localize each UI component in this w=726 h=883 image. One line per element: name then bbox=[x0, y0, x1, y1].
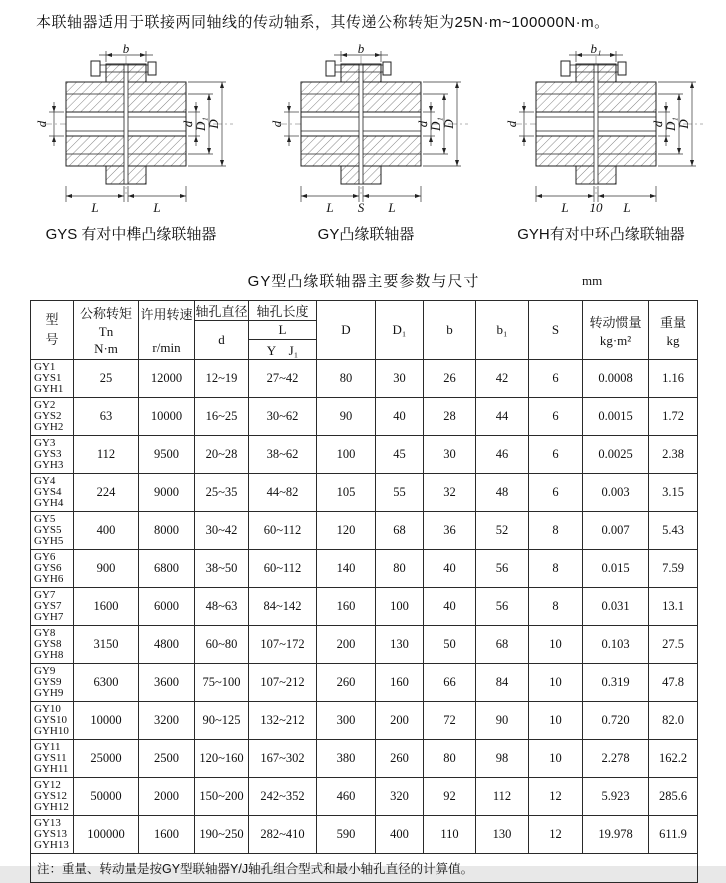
model-name: GYS12 bbox=[34, 789, 68, 802]
speed-cell: 8000 bbox=[139, 512, 195, 550]
weight-cell: 162.2 bbox=[649, 740, 698, 778]
model-name: GYH11 bbox=[34, 763, 69, 776]
weight-cell: 82.0 bbox=[649, 702, 698, 740]
S-cell: 10 bbox=[529, 740, 583, 778]
b1-cell: 48 bbox=[476, 474, 529, 512]
model-cell bbox=[31, 398, 74, 436]
b1-cell: 42 bbox=[476, 360, 529, 398]
length-cell: 84~142 bbox=[249, 588, 317, 626]
D-cell: 200 bbox=[317, 626, 376, 664]
bore-d-cell: 38~50 bbox=[195, 550, 249, 588]
model-cell bbox=[31, 664, 74, 702]
D-cell: 590 bbox=[317, 816, 376, 854]
D1-cell: 400 bbox=[376, 816, 424, 854]
b-cell: 50 bbox=[424, 626, 476, 664]
weight-cell: 2.38 bbox=[649, 436, 698, 474]
speed-cell: 9000 bbox=[139, 474, 195, 512]
tn-cell: 25000 bbox=[74, 740, 139, 778]
bore-d-cell: 20~28 bbox=[195, 436, 249, 474]
dim-top-label: b bbox=[357, 41, 365, 56]
D1-cell: 40 bbox=[376, 398, 424, 436]
speed-cell: 10000 bbox=[139, 398, 195, 436]
D-cell: 260 bbox=[317, 664, 376, 702]
col-speed-label: 许用转速 bbox=[140, 307, 193, 322]
speed-cell: 12000 bbox=[139, 360, 195, 398]
model-cell bbox=[31, 816, 74, 854]
length-cell: 38~62 bbox=[249, 436, 317, 474]
length-cell: 242~352 bbox=[249, 778, 317, 816]
b-cell: 92 bbox=[424, 778, 476, 816]
coupling-diagram bbox=[491, 41, 711, 216]
D-cell: 380 bbox=[317, 740, 376, 778]
table-row bbox=[31, 360, 698, 398]
bore-d-cell: 48~63 bbox=[195, 588, 249, 626]
tn-cell: 50000 bbox=[74, 778, 139, 816]
diagram-caption: GYH有对中环凸缘联轴器 bbox=[517, 226, 685, 243]
model-name: GY13 bbox=[34, 816, 61, 829]
model-name: GY3 bbox=[34, 436, 56, 449]
col-inertia bbox=[583, 301, 649, 360]
parameters-table bbox=[30, 300, 698, 883]
dim-bottom-left-label: L bbox=[91, 200, 99, 215]
S-cell: 6 bbox=[529, 436, 583, 474]
model-name: GY1 bbox=[34, 360, 56, 373]
D1-cell: 200 bbox=[376, 702, 424, 740]
inertia-cell: 5.923 bbox=[583, 778, 649, 816]
col-torque bbox=[74, 301, 139, 360]
table-row bbox=[31, 474, 698, 512]
table-row bbox=[31, 702, 698, 740]
S-cell: 8 bbox=[529, 588, 583, 626]
speed-cell: 9500 bbox=[139, 436, 195, 474]
inertia-cell: 0.0008 bbox=[583, 360, 649, 398]
model-name: GYS5 bbox=[34, 523, 62, 536]
col-inertia-unit: kg·m² bbox=[599, 332, 632, 348]
S-cell: 6 bbox=[529, 360, 583, 398]
col-speed-unit: r/min bbox=[152, 340, 181, 355]
weight-cell: 3.15 bbox=[649, 474, 698, 512]
b-cell: 72 bbox=[424, 702, 476, 740]
col-D1: D₁ bbox=[376, 301, 424, 360]
table-row bbox=[31, 512, 698, 550]
model-name: GYH3 bbox=[34, 459, 64, 472]
model-name: GYH10 bbox=[34, 725, 69, 738]
dim-bottom-right-label: L bbox=[623, 200, 631, 215]
D1-cell: 68 bbox=[376, 512, 424, 550]
tn-cell: 63 bbox=[74, 398, 139, 436]
col-length-L: L bbox=[249, 321, 317, 340]
col-torque-unit: N·m bbox=[94, 340, 118, 356]
inertia-cell: 0.0025 bbox=[583, 436, 649, 474]
col-torque-label: 公称转矩 bbox=[79, 306, 132, 322]
table-note: 注：重量、转动量是按GY型联轴器Y/J轴孔组合型式和最小轴孔直径的计算值。 bbox=[31, 854, 698, 883]
S-cell: 10 bbox=[529, 626, 583, 664]
model-name: GY7 bbox=[34, 588, 56, 601]
b1-cell: 52 bbox=[476, 512, 529, 550]
b-cell: 66 bbox=[424, 664, 476, 702]
table-row bbox=[31, 664, 698, 702]
weight-cell: 13.1 bbox=[649, 588, 698, 626]
bore-d-cell: 90~125 bbox=[195, 702, 249, 740]
tn-cell: 1600 bbox=[74, 588, 139, 626]
col-inertia-label: 转动惯量 bbox=[589, 314, 642, 330]
diagram-caption: GY凸缘联轴器 bbox=[317, 226, 415, 243]
length-cell: 44~82 bbox=[249, 474, 317, 512]
speed-cell: 6000 bbox=[139, 588, 195, 626]
dim-left-label: d bbox=[269, 120, 284, 128]
col-b: b bbox=[424, 301, 476, 360]
model-name: GYS6 bbox=[34, 561, 62, 574]
model-name: GY9 bbox=[34, 664, 56, 677]
b-cell: 40 bbox=[424, 550, 476, 588]
tn-cell: 112 bbox=[74, 436, 139, 474]
dim-left-label: d bbox=[504, 120, 519, 128]
model-name: GYS13 bbox=[34, 827, 68, 840]
b-cell: 36 bbox=[424, 512, 476, 550]
col-S: S bbox=[529, 301, 583, 360]
tn-cell: 10000 bbox=[74, 702, 139, 740]
table-row bbox=[31, 740, 698, 778]
D1-cell: 30 bbox=[376, 360, 424, 398]
coupling-diagram bbox=[256, 41, 476, 216]
table-footer bbox=[31, 854, 698, 883]
b1-cell: 90 bbox=[476, 702, 529, 740]
tn-cell: 100000 bbox=[74, 816, 139, 854]
table-body bbox=[31, 360, 698, 854]
col-bore-d: d bbox=[195, 321, 249, 360]
inertia-cell: 0.319 bbox=[583, 664, 649, 702]
length-cell: 30~62 bbox=[249, 398, 317, 436]
S-cell: 10 bbox=[529, 702, 583, 740]
diagram-caption: GYS 有对中榫凸缘联轴器 bbox=[45, 226, 217, 243]
b1-cell: 98 bbox=[476, 740, 529, 778]
coupling-diagram bbox=[21, 41, 241, 216]
inertia-cell: 0.720 bbox=[583, 702, 649, 740]
dim-right-d-label: d bbox=[650, 120, 665, 128]
weight-cell: 47.8 bbox=[649, 664, 698, 702]
b1-cell: 112 bbox=[476, 778, 529, 816]
D-cell: 100 bbox=[317, 436, 376, 474]
tn-cell: 400 bbox=[74, 512, 139, 550]
table-title-row bbox=[30, 270, 697, 292]
dim-bottom-right-label: L bbox=[153, 200, 161, 215]
b-cell: 28 bbox=[424, 398, 476, 436]
model-cell bbox=[31, 702, 74, 740]
weight-cell: 7.59 bbox=[649, 550, 698, 588]
model-name: GYS10 bbox=[34, 713, 68, 726]
model-name: GYS1 bbox=[34, 371, 62, 384]
D-cell: 80 bbox=[317, 360, 376, 398]
model-name: GY4 bbox=[34, 474, 56, 487]
model-cell bbox=[31, 436, 74, 474]
coupling-diagram-figure-1 bbox=[251, 41, 481, 244]
length-cell: 132~212 bbox=[249, 702, 317, 740]
note-row bbox=[31, 854, 698, 883]
bore-d-cell: 75~100 bbox=[195, 664, 249, 702]
col-bore-diameter: 轴孔直径 bbox=[195, 301, 249, 321]
dim-top-label: b bbox=[122, 41, 130, 56]
speed-cell: 2000 bbox=[139, 778, 195, 816]
b1-cell: 56 bbox=[476, 550, 529, 588]
model-cell bbox=[31, 778, 74, 816]
model-cell bbox=[31, 626, 74, 664]
dim-right-D1-label: D₁ bbox=[428, 117, 443, 131]
dim-right-D1-label: D₁ bbox=[663, 117, 678, 131]
b-cell: 30 bbox=[424, 436, 476, 474]
inertia-cell: 0.015 bbox=[583, 550, 649, 588]
weight-cell: 285.6 bbox=[649, 778, 698, 816]
b-cell: 26 bbox=[424, 360, 476, 398]
model-name: GYS2 bbox=[34, 409, 62, 422]
diagrams-row bbox=[0, 32, 726, 244]
dim-top-label: b₁ bbox=[590, 41, 602, 56]
dim-right-d-label: d bbox=[180, 120, 195, 128]
speed-cell: 1600 bbox=[139, 816, 195, 854]
S-cell: 12 bbox=[529, 778, 583, 816]
D-cell: 105 bbox=[317, 474, 376, 512]
col-weight-label: 重量 bbox=[659, 314, 686, 330]
model-name: GYH9 bbox=[34, 687, 64, 700]
b-cell: 32 bbox=[424, 474, 476, 512]
speed-cell: 4800 bbox=[139, 626, 195, 664]
inertia-cell: 0.103 bbox=[583, 626, 649, 664]
dim-bottom-mid-label: S bbox=[357, 200, 365, 215]
model-name: GY8 bbox=[34, 626, 56, 639]
tn-cell: 3150 bbox=[74, 626, 139, 664]
D-cell: 300 bbox=[317, 702, 376, 740]
D1-cell: 55 bbox=[376, 474, 424, 512]
dim-bottom-left-label: L bbox=[326, 200, 334, 215]
bore-d-cell: 60~80 bbox=[195, 626, 249, 664]
table-row bbox=[31, 626, 698, 664]
bore-d-cell: 25~35 bbox=[195, 474, 249, 512]
model-name: GY6 bbox=[34, 550, 56, 563]
model-name: GY11 bbox=[34, 740, 61, 753]
length-cell: 107~212 bbox=[249, 664, 317, 702]
S-cell: 6 bbox=[529, 474, 583, 512]
col-b1: b₁ bbox=[476, 301, 529, 360]
dim-bottom-left-label: L bbox=[561, 200, 569, 215]
model-name: GYH5 bbox=[34, 535, 64, 548]
weight-cell: 1.72 bbox=[649, 398, 698, 436]
S-cell: 6 bbox=[529, 398, 583, 436]
model-name: GYH2 bbox=[34, 421, 64, 434]
weight-cell: 5.43 bbox=[649, 512, 698, 550]
S-cell: 10 bbox=[529, 664, 583, 702]
b-cell: 80 bbox=[424, 740, 476, 778]
model-name: GYH4 bbox=[34, 497, 64, 510]
speed-cell: 3600 bbox=[139, 664, 195, 702]
D1-cell: 80 bbox=[376, 550, 424, 588]
bore-d-cell: 12~19 bbox=[195, 360, 249, 398]
weight-cell: 611.9 bbox=[649, 816, 698, 854]
model-name: GYS7 bbox=[34, 599, 62, 612]
dim-right-d-label: d bbox=[415, 120, 430, 128]
model-name: GYS3 bbox=[34, 447, 62, 460]
weight-cell: 1.16 bbox=[649, 360, 698, 398]
table-row bbox=[31, 436, 698, 474]
model-cell bbox=[31, 360, 74, 398]
tn-cell: 900 bbox=[74, 550, 139, 588]
bore-d-cell: 120~160 bbox=[195, 740, 249, 778]
length-cell: 107~172 bbox=[249, 626, 317, 664]
col-bore-length: 轴孔长度 bbox=[249, 301, 317, 321]
table-row bbox=[31, 398, 698, 436]
inertia-cell: 0.0015 bbox=[583, 398, 649, 436]
col-speed bbox=[139, 301, 195, 360]
S-cell: 8 bbox=[529, 512, 583, 550]
model-name: GY12 bbox=[34, 778, 61, 791]
table-header bbox=[31, 301, 698, 360]
inertia-cell: 0.007 bbox=[583, 512, 649, 550]
length-cell: 167~302 bbox=[249, 740, 317, 778]
b-cell: 110 bbox=[424, 816, 476, 854]
D-cell: 120 bbox=[317, 512, 376, 550]
speed-cell: 6800 bbox=[139, 550, 195, 588]
speed-cell: 2500 bbox=[139, 740, 195, 778]
b1-cell: 44 bbox=[476, 398, 529, 436]
table-row bbox=[31, 550, 698, 588]
model-name: GYS9 bbox=[34, 675, 62, 688]
length-cell: 60~112 bbox=[249, 512, 317, 550]
dim-bottom-mid-label: 10 bbox=[589, 200, 603, 215]
speed-cell: 3200 bbox=[139, 702, 195, 740]
bore-d-cell: 16~25 bbox=[195, 398, 249, 436]
dim-left-label: d bbox=[34, 120, 49, 128]
b1-cell: 56 bbox=[476, 588, 529, 626]
dim-right-D-label: D bbox=[441, 119, 456, 129]
dim-right-D-label: D bbox=[676, 119, 691, 129]
tn-cell: 25 bbox=[74, 360, 139, 398]
tn-cell: 224 bbox=[74, 474, 139, 512]
coupling-diagram-figure-0 bbox=[16, 41, 246, 244]
D-cell: 90 bbox=[317, 398, 376, 436]
b1-cell: 130 bbox=[476, 816, 529, 854]
b-cell: 40 bbox=[424, 588, 476, 626]
model-cell bbox=[31, 588, 74, 626]
D1-cell: 320 bbox=[376, 778, 424, 816]
table-title: GY型凸缘联轴器主要参数与尺寸 bbox=[247, 273, 480, 290]
col-weight-unit: kg bbox=[666, 332, 680, 348]
b1-cell: 46 bbox=[476, 436, 529, 474]
col-torque-symbol: Tn bbox=[98, 323, 114, 339]
bore-d-cell: 150~200 bbox=[195, 778, 249, 816]
unit-label: mm bbox=[582, 273, 603, 288]
model-cell bbox=[31, 550, 74, 588]
length-cell: 60~112 bbox=[249, 550, 317, 588]
dim-bottom-right-label: L bbox=[388, 200, 396, 215]
intro-text: 本联轴器适用于联接两同轴线的传动轴系，其传递公称转矩为25N·m~100000N·m。 bbox=[36, 14, 610, 31]
b1-cell: 84 bbox=[476, 664, 529, 702]
table-row bbox=[31, 778, 698, 816]
model-name: GYS11 bbox=[34, 751, 67, 764]
D1-cell: 130 bbox=[376, 626, 424, 664]
inertia-cell: 0.031 bbox=[583, 588, 649, 626]
model-name: GYS4 bbox=[34, 485, 62, 498]
col-weight bbox=[649, 301, 698, 360]
bore-d-cell: 30~42 bbox=[195, 512, 249, 550]
table-row bbox=[31, 816, 698, 854]
length-cell: 282~410 bbox=[249, 816, 317, 854]
D-cell: 140 bbox=[317, 550, 376, 588]
D1-cell: 160 bbox=[376, 664, 424, 702]
D-cell: 460 bbox=[317, 778, 376, 816]
inertia-cell: 2.278 bbox=[583, 740, 649, 778]
weight-cell: 27.5 bbox=[649, 626, 698, 664]
col-D: D bbox=[317, 301, 376, 360]
col-length-YJ: Y J₁ bbox=[249, 340, 317, 360]
S-cell: 12 bbox=[529, 816, 583, 854]
model-name: GYH6 bbox=[34, 573, 64, 586]
S-cell: 8 bbox=[529, 550, 583, 588]
dim-right-D-label: D bbox=[206, 119, 221, 129]
model-name: GYH1 bbox=[34, 383, 64, 396]
model-name: GYH8 bbox=[34, 649, 64, 662]
D1-cell: 45 bbox=[376, 436, 424, 474]
inertia-cell: 0.003 bbox=[583, 474, 649, 512]
col-model-label: 型号 bbox=[45, 311, 59, 347]
model-name: GY10 bbox=[34, 702, 61, 715]
dim-right-D1-label: D₁ bbox=[193, 117, 208, 131]
model-cell bbox=[31, 474, 74, 512]
D1-cell: 100 bbox=[376, 588, 424, 626]
model-name: GYH12 bbox=[34, 801, 69, 814]
inertia-cell: 19.978 bbox=[583, 816, 649, 854]
coupling-diagram-figure-2 bbox=[486, 41, 716, 244]
D1-cell: 260 bbox=[376, 740, 424, 778]
bore-d-cell: 190~250 bbox=[195, 816, 249, 854]
model-cell bbox=[31, 512, 74, 550]
col-model bbox=[31, 301, 74, 360]
model-name: GYS8 bbox=[34, 637, 62, 650]
model-name: GY5 bbox=[34, 512, 56, 525]
tn-cell: 6300 bbox=[74, 664, 139, 702]
D-cell: 160 bbox=[317, 588, 376, 626]
model-name: GYH13 bbox=[34, 839, 69, 852]
model-name: GYH7 bbox=[34, 611, 64, 624]
b1-cell: 68 bbox=[476, 626, 529, 664]
model-name: GY2 bbox=[34, 398, 56, 411]
model-cell bbox=[31, 740, 74, 778]
table-row bbox=[31, 588, 698, 626]
length-cell: 27~42 bbox=[249, 360, 317, 398]
